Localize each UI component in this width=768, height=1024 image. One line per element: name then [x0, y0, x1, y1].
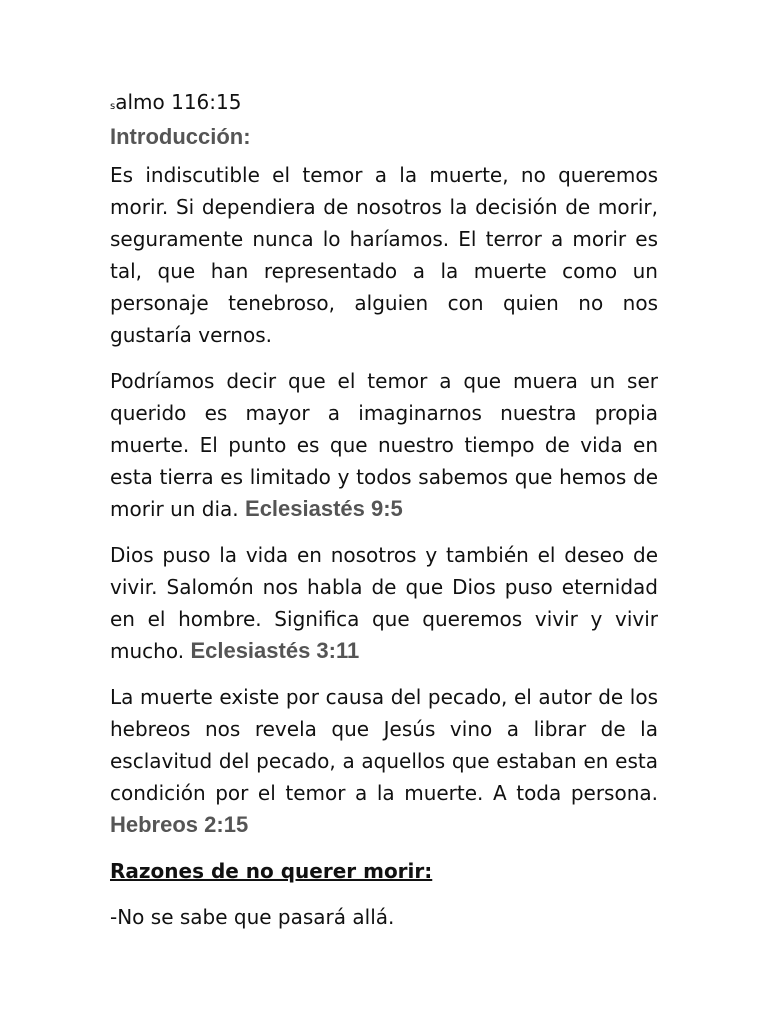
paragraph-4	[110, 681, 658, 841]
verse-heading-prefix: s	[110, 101, 116, 112]
section-title: Razones de no querer morir:	[110, 859, 433, 883]
paragraph-4-text: La muerte existe por causa del pecado, el autor de los hebreos nos revela que Jesús vino a librar de la esclavitud del pecado, a aquellos que estaban en esta condición por el temor a la muerte. A toda persona.	[110, 685, 658, 805]
paragraph-3-text: Dios puso la vida en nosotros y también el deseo de vivir. Salomón nos habla de que Dios puso eternidad en el hombre. Significa que queremos vivir y vivir mucho.	[110, 543, 658, 663]
paragraph-3	[110, 539, 658, 667]
paragraph-2-text: Podríamos decir que el temor a que muera un ser querido es mayor a imaginarnos nuestra propia muerte. El punto es que nuestro tiempo de vida en esta tierra es limitado y todos sabemos que hemos de morir un dia.	[110, 369, 658, 521]
paragraph-3-reference: Eclesiastés 3:11	[190, 638, 360, 663]
list-item: -No se sabe que pasará allá.	[110, 905, 395, 929]
verse-heading-text: almo 116:15	[115, 90, 242, 114]
paragraph-2-reference: Eclesiastés 9:5	[245, 496, 403, 521]
paragraph-1-text: Es indiscutible el temor a la muerte, no queremos morir. Si dependiera de nosotros la decisión de morir, seguramente nunca lo haríamos. El terror a morir es tal, que han representado a la muerte como un personaje tenebroso, alguien con quien no nos gustaría vernos.	[110, 163, 658, 347]
paragraph-1	[110, 159, 658, 351]
paragraph-2	[110, 365, 658, 525]
document-page	[110, 88, 658, 933]
verse-heading	[110, 88, 658, 121]
paragraph-4-reference: Hebreos 2:15	[110, 812, 249, 837]
intro-title: Introducción:	[110, 124, 251, 149]
